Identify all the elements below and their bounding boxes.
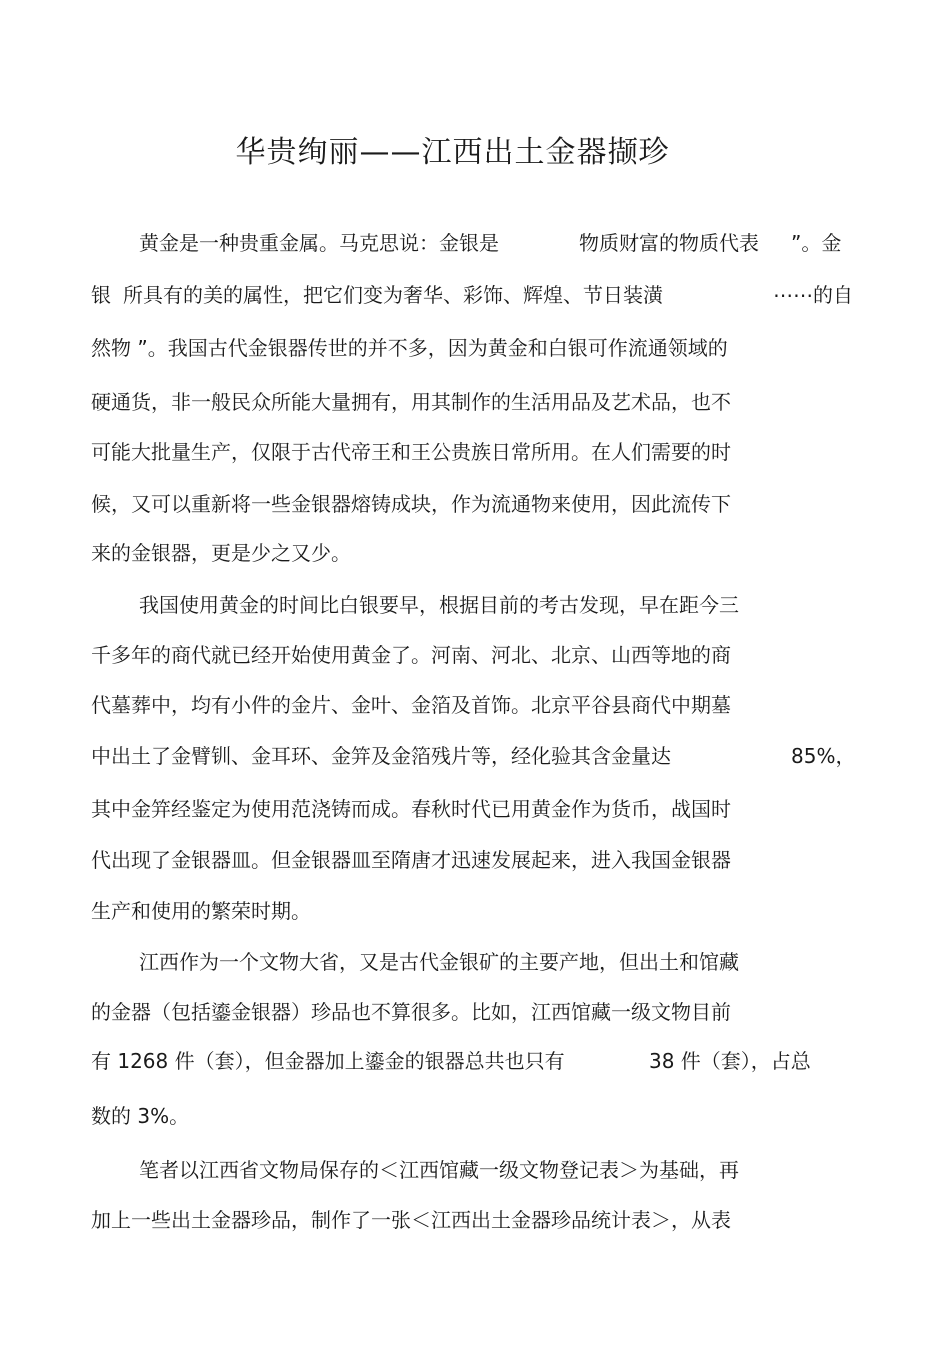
paragraph-2-line-5: 其中金笄经鉴定为使用范浇铸而成。春秋时代已用黄金作为货币，战国时 [91,797,731,821]
paragraph-1-line-7: 来的金银器，更是少之又少。 [91,541,351,565]
paragraph-2-line-7: 生产和使用的繁荣时期。 [91,899,311,923]
text-segment: ”。金 [791,231,842,255]
page-title: 华贵绚丽——江西出土金器撷珍 [235,135,670,170]
paragraph-4-line-2: 加上一些出土金器珍品，制作了一张＜江西出土金器珍品统计表＞，从表 [91,1208,731,1232]
paragraph-2-line-1: 我国使用黄金的时间比白银要早，根据目前的考古发现，早在距今三 [139,593,739,617]
paragraph-1-line-3: 然物 ”。我国古代金银器传世的并不多，因为黄金和白银可作流通领域的 [91,336,728,360]
text-segment: 38 件（套），占总 [649,1049,811,1073]
text-segment: ⋯⋯的自 [773,283,853,307]
text-segment: 中出土了金臂钏、金耳环、金笄及金箔残片等，经化验其含金量达 [91,744,671,768]
text-segment: 银 [91,283,111,307]
paragraph-3-line-4: 数的 3%。 [91,1104,190,1128]
paragraph-1-line-6: 候，又可以重新将一些金银器熔铸成块，作为流通物来使用，因此流传下 [91,492,731,516]
paragraph-2-line-3: 代墓葬中，均有小件的金片、金叶、金箔及首饰。北京平谷县商代中期墓 [91,693,731,717]
paragraph-3-line-2: 的金器（包括鎏金银器）珍品也不算很多。比如，江西馆藏一级文物目前 [91,1000,731,1024]
text-segment: 物质财富的物质代表 [579,231,759,255]
paragraph-4-line-1: 笔者以江西省文物局保存的＜江西馆藏一级文物登记表＞为基础，再 [139,1158,739,1182]
text-segment: 有 1268 件（套），但金器加上鎏金的银器总共也只有 [91,1049,565,1073]
text-segment: 黄金是一种贵重金属。马克思说：金银是 [139,231,499,255]
paragraph-2-line-2: 千多年的商代就已经开始使用黄金了。河南、河北、北京、山西等地的商 [91,643,731,667]
text-segment: 所具有的美的属性，把它们变为奢华、彩饰、辉煌、节日装潢 [123,283,663,307]
paragraph-1-line-5: 可能大批量生产，仅限于古代帝王和王公贵族日常所用。在人们需要的时 [91,440,731,464]
paragraph-2-line-6: 代出现了金银器皿。但金银器皿至隋唐才迅速发展起来，进入我国金银器 [91,848,731,872]
text-segment: 85%， [791,744,856,768]
paragraph-3-line-1: 江西作为一个文物大省，又是古代金银矿的主要产地，但出土和馆藏 [139,950,739,974]
paragraph-1-line-4: 硬通货，非一般民众所能大量拥有，用其制作的生活用品及艺术品，也不 [91,390,731,414]
